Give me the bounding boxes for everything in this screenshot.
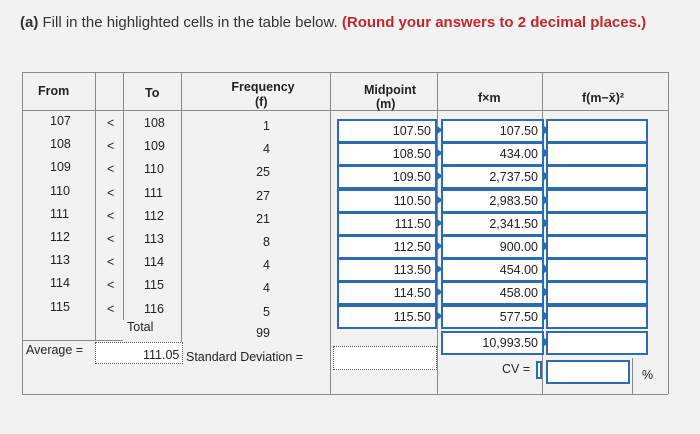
table-bottom-border: [22, 394, 668, 395]
cell-to: 114: [144, 255, 164, 270]
cv-label: CV =: [502, 362, 531, 376]
question-text: [20, 14, 646, 31]
fxm-value: 900.00: [441, 235, 544, 259]
cell-from: 111: [50, 206, 70, 221]
percent-divider: [632, 358, 633, 394]
midpoint-value: 112.50: [337, 235, 437, 259]
cv-percent-input[interactable]: [546, 360, 630, 384]
cell-lt: <: [107, 116, 115, 130]
cell-lt: <: [107, 139, 115, 154]
fxm-value: 434.00: [441, 142, 544, 166]
fm2-input[interactable]: [546, 212, 648, 236]
midpoint-value: 113.50: [337, 258, 437, 282]
fm2-input[interactable]: [546, 235, 648, 259]
cell-to: 111: [144, 185, 164, 200]
cell-from: 109: [50, 160, 71, 175]
header-midpoint: Midpoint: [363, 83, 417, 97]
header-divider: [22, 110, 668, 111]
average-label: Average =: [26, 343, 84, 357]
cell-to: 112: [144, 208, 164, 223]
cell-lt: <: [107, 255, 115, 270]
header-to: To: [145, 86, 160, 100]
midpoint-value: 107.50: [337, 119, 437, 143]
header-fxm: f×m: [478, 91, 501, 105]
cell-lt: <: [107, 301, 115, 316]
average-row-top: [22, 340, 123, 341]
fxm-value: 107.50: [441, 119, 544, 143]
cell-lt: <: [107, 208, 115, 223]
cell-lt: <: [107, 232, 115, 246]
average-value: 111.05: [143, 348, 180, 362]
total-frequency: 99: [256, 326, 270, 340]
column-divider: [181, 72, 182, 345]
fxm-value: 454.00: [441, 258, 544, 282]
percent-sign: %: [642, 368, 654, 382]
question-body: Fill in the highlighted cells in the table below.: [42, 14, 338, 31]
fm2-input[interactable]: [546, 189, 648, 213]
rounding-instruction: (Round your answers to 2 decimal places.): [341, 14, 647, 31]
header-frequency-sub: (f): [255, 95, 268, 109]
cell-from: 113: [50, 253, 70, 268]
std-label: Standard Deviation =: [186, 350, 304, 364]
fxm-value: 458.00: [441, 281, 544, 305]
table-top-border: [22, 72, 668, 73]
fxm-total: 10,993.50: [441, 331, 544, 355]
cell-from: 112: [50, 230, 70, 244]
cell-from: 115: [50, 299, 70, 314]
fm2-input[interactable]: [546, 119, 648, 143]
cell-frequency: 4: [263, 258, 270, 273]
cell-to: 115: [144, 278, 164, 293]
cell-lt: <: [107, 162, 115, 177]
column-divider: [437, 72, 438, 394]
midpoint-value: 109.50: [337, 165, 437, 189]
cell-frequency: 4: [263, 281, 270, 296]
midpoint-value: 108.50: [337, 142, 437, 166]
fm2-input[interactable]: [546, 258, 648, 282]
cell-frequency: 8: [263, 235, 270, 249]
fm2-input[interactable]: [546, 281, 648, 305]
header-fm2: f(m−x̄)²: [582, 91, 625, 105]
fxm-value: 2,737.50: [441, 165, 544, 189]
column-divider: [330, 72, 331, 394]
header-from: From: [38, 84, 70, 98]
column-divider: [95, 72, 96, 340]
table-right-border: [668, 72, 669, 394]
header-frequency: Frequency: [231, 80, 295, 94]
total-label: Total: [127, 320, 154, 334]
cell-to: 110: [144, 162, 164, 177]
cell-frequency: 25: [256, 165, 270, 180]
cell-lt: <: [107, 278, 115, 293]
std-dev-input[interactable]: [333, 346, 437, 370]
cell-frequency: 27: [256, 188, 270, 203]
fm2-total-input[interactable]: [546, 331, 648, 355]
question-part: (a): [20, 14, 39, 31]
midpoint-value: 111.50: [337, 212, 437, 236]
fm2-input[interactable]: [546, 305, 648, 329]
fm2-input[interactable]: [546, 165, 648, 189]
cell-from: 114: [50, 276, 70, 291]
midpoint-value: 110.50: [337, 189, 437, 213]
header-midpoint-sub: (m): [376, 97, 396, 111]
cell-to: 108: [144, 116, 165, 130]
midpoint-value: 114.50: [337, 281, 437, 305]
cell-frequency: 21: [256, 211, 270, 226]
fm2-input[interactable]: [546, 142, 648, 166]
cell-from: 110: [50, 183, 70, 198]
fxm-value: 2,983.50: [441, 189, 544, 213]
cell-lt: <: [107, 185, 115, 200]
cell-frequency: 4: [263, 142, 270, 157]
fxm-value: 2,341.50: [441, 212, 544, 236]
midpoint-value: 115.50: [337, 305, 437, 329]
fxm-value: 577.50: [441, 305, 544, 329]
cell-from: 107: [50, 114, 71, 128]
cell-frequency: 5: [263, 304, 270, 319]
cell-from: 108: [50, 137, 71, 152]
table-left-border: [22, 72, 23, 394]
cell-to: 109: [144, 139, 165, 154]
cell-to: 116: [144, 301, 164, 316]
cell-frequency: 1: [263, 119, 270, 133]
cv-input[interactable]: [536, 361, 542, 379]
cell-to: 113: [144, 232, 164, 246]
